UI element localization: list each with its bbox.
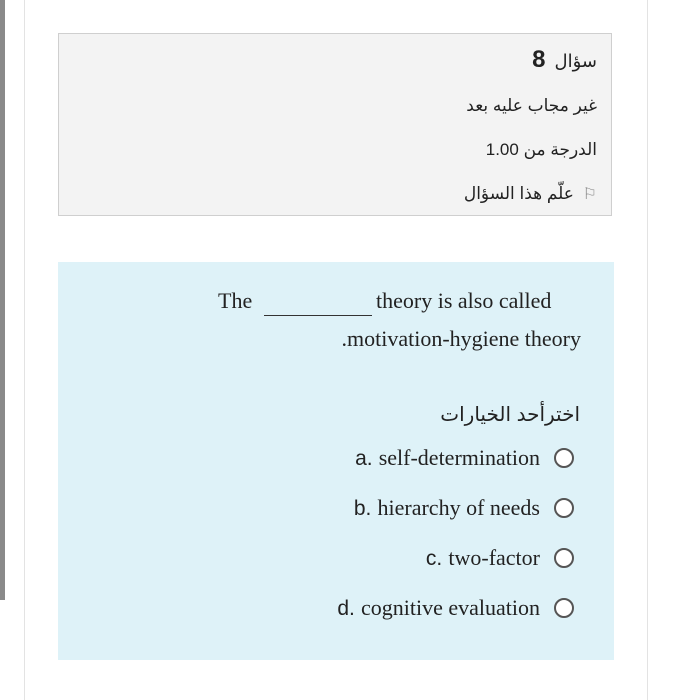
- question-info-panel: [58, 33, 612, 216]
- question-state: غير مجاب عليه بعد: [466, 96, 597, 115]
- option-d-label: [337, 595, 540, 621]
- option-b-letter: b.: [353, 497, 372, 520]
- option-c-label: [426, 545, 540, 571]
- flag-question-link[interactable]: [464, 184, 597, 204]
- question-text-part2: theory is also called: [376, 288, 552, 313]
- option-b-label: [354, 495, 540, 521]
- option-a-label: [355, 445, 540, 471]
- option-a-radio[interactable]: [554, 448, 574, 468]
- option-b-radio[interactable]: [554, 498, 574, 518]
- choose-one-prompt: اخترأحد الخيارات: [440, 404, 580, 426]
- question-text-part3: .motivation-hygiene theory: [341, 326, 581, 351]
- option-c-radio[interactable]: [554, 548, 574, 568]
- option-c-text: two-factor: [448, 545, 540, 570]
- option-b-text: hierarchy of needs: [377, 495, 540, 520]
- option-b[interactable]: [354, 494, 574, 522]
- question-label: سؤال: [554, 51, 597, 71]
- option-c-letter: c.: [425, 547, 443, 570]
- fill-in-blank: [264, 315, 372, 316]
- flag-icon: ⚐: [582, 186, 597, 203]
- option-d-radio[interactable]: [554, 598, 574, 618]
- option-d-text: cognitive evaluation: [361, 595, 540, 620]
- question-number-value: 8: [532, 46, 546, 73]
- option-d[interactable]: [337, 594, 574, 622]
- question-number: [532, 46, 597, 74]
- question-content-panel: [58, 262, 614, 660]
- option-a-text: self-determination: [378, 445, 540, 470]
- option-a-letter: a.: [355, 447, 373, 470]
- left-scroll-rail: [0, 0, 5, 600]
- question-grade: الدرجة من 1.00: [485, 140, 597, 159]
- option-c[interactable]: [426, 544, 574, 572]
- flag-label: علّم هذا السؤال: [463, 184, 574, 203]
- option-a[interactable]: [355, 444, 574, 472]
- question-text-part1: The: [218, 288, 253, 313]
- option-d-letter: d.: [337, 597, 355, 620]
